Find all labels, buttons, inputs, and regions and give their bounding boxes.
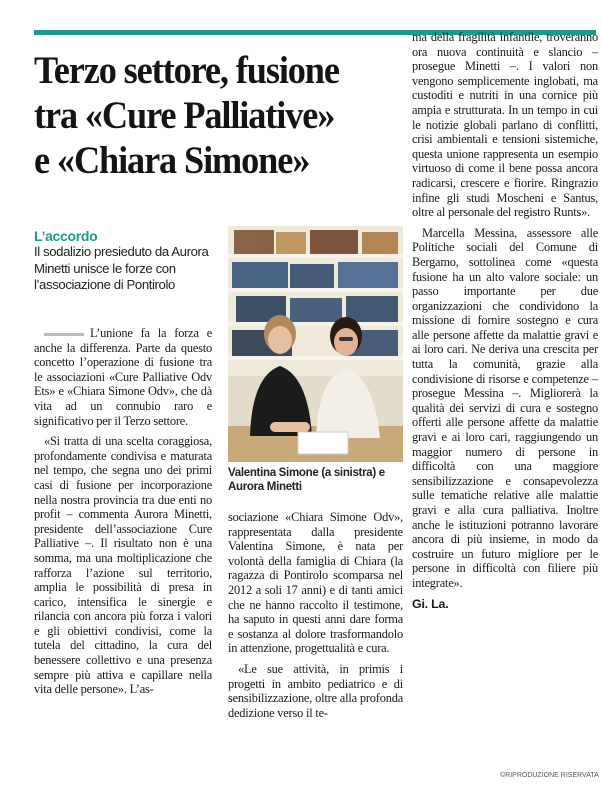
column-3: [412, 30, 598, 617]
headline-line-3: e «Chiara Simone»: [34, 139, 310, 182]
column-1: [34, 326, 212, 703]
article-photo: [228, 226, 403, 462]
headline-line-1: Terzo settore, fusione: [34, 49, 339, 92]
summary: Il sodalizio presieduto da Aurora Minetti unisce le forze con l’associazione di Pontirolo: [34, 244, 209, 292]
headline-line-2: tra «Cure Palliative»: [34, 94, 335, 137]
paragraph: Marcella Messina, assessore alle Politiche sociali del Comune di Bergamo, sottolinea come «questa fusione ha un alto valore sociale: un passo importante per due organizzazioni che condividono la missione di fornire sostegno e cura alle persone affette da malattie gravi e ai loro cari. Ne deriva una crescita per tutta la comunità, grazie alla condivisione di risorse e competenze – prosegue Messina –. Migliorerà la qualità dei servizi di cura e sostegno offerti alle persone affette da malattie gravi e ai loro cari, raggiungendo un maggior numero di persone in difficoltà con una maggiore sensibilizzazione e consapevolezza sulle tematiche relative alle malattie gravi e alla cura palliativa. Inoltre anche le istituzioni potranno lavorare ancora di più insieme, in modo da costruire un futuro migliore per le persone in difficoltà con filiere più integrate».: [412, 225, 598, 590]
column-2: [228, 510, 403, 726]
photo-illustration: [228, 226, 403, 462]
signature: Gi. La.: [412, 596, 449, 611]
paragraph: L’unione fa la forza e anche la differenza. Parte da questo concetto l’operazione di fusione tra le associazioni «Cure Palliative Odv Ets» e «Chiara Simone Odv», che dà vita ad un connubio raro e significativo per il Terzo settore.: [34, 326, 212, 428]
paragraph: sociazione «Chiara Simone Odv», rappresentata dalla presidente Valentina Simone, è nata per volontà della famiglia di Chiara (la ragazza di Pontirolo scomparsa nel 2012 a soli 17 anni) e di tanti amici che ne hanno raccolto il testimone, ha saputo in questi anni dare forma e sostanza al dolore trasformandolo in attenzione, progettualità e cura.: [228, 510, 403, 656]
headline: [34, 48, 369, 183]
copyright: ©RIPRODUZIONE RISERVATA: [500, 772, 599, 779]
kicker: L’accordo: [34, 228, 98, 244]
photo-caption: Valentina Simone (a sinistra) e Aurora Minetti: [228, 467, 385, 493]
paragraph: «Le sue attività, in primis i progetti in ambito pediatrico e di sensibilizzazione, oltre alla profonda dedizione verso il te-: [228, 661, 403, 720]
paragraph: ma della fragilità infantile, troveranno ora nuova continuità e slancio – prosegue Minetti –. I valori non vengono semplicemente inglobati, ma custoditi e nutriti in una cornice più ampia e strutturata. In un tempo in cui le notizie globali parlano di conflitti, crisi ambientali e tensioni sistemiche, questa unione rappresenta un esempio virtuoso di come il bene possa ancora radicarsi, crescere e fiorire. Ringrazio infine gli studi Moscheni e Santus, oltre al personale del registro Runts».: [412, 30, 598, 220]
paragraph: «Si tratta di una scelta coraggiosa, profondamente condivisa e maturata nel tempo, che segna uno dei primi casi di fusione per incorporazione nella nostra provincia tra due enti no profit – commenta Aurora Minetti, presidente dell’associazione Cure Palliative –. Il risultato non è una somma, ma una moltiplicazione che rafforza l’azione sul territorio, amplia le possibilità di presa in carico, intensifica le sinergie e rilancia con ancora più forza i valori e gli obiettivi condivisi, come la tutela del cittadino, la cura del benessere collettivo e una presenza sempre più attiva e capillare nella vita delle persone». L’as-: [34, 434, 212, 697]
lead-rule: [44, 333, 84, 336]
